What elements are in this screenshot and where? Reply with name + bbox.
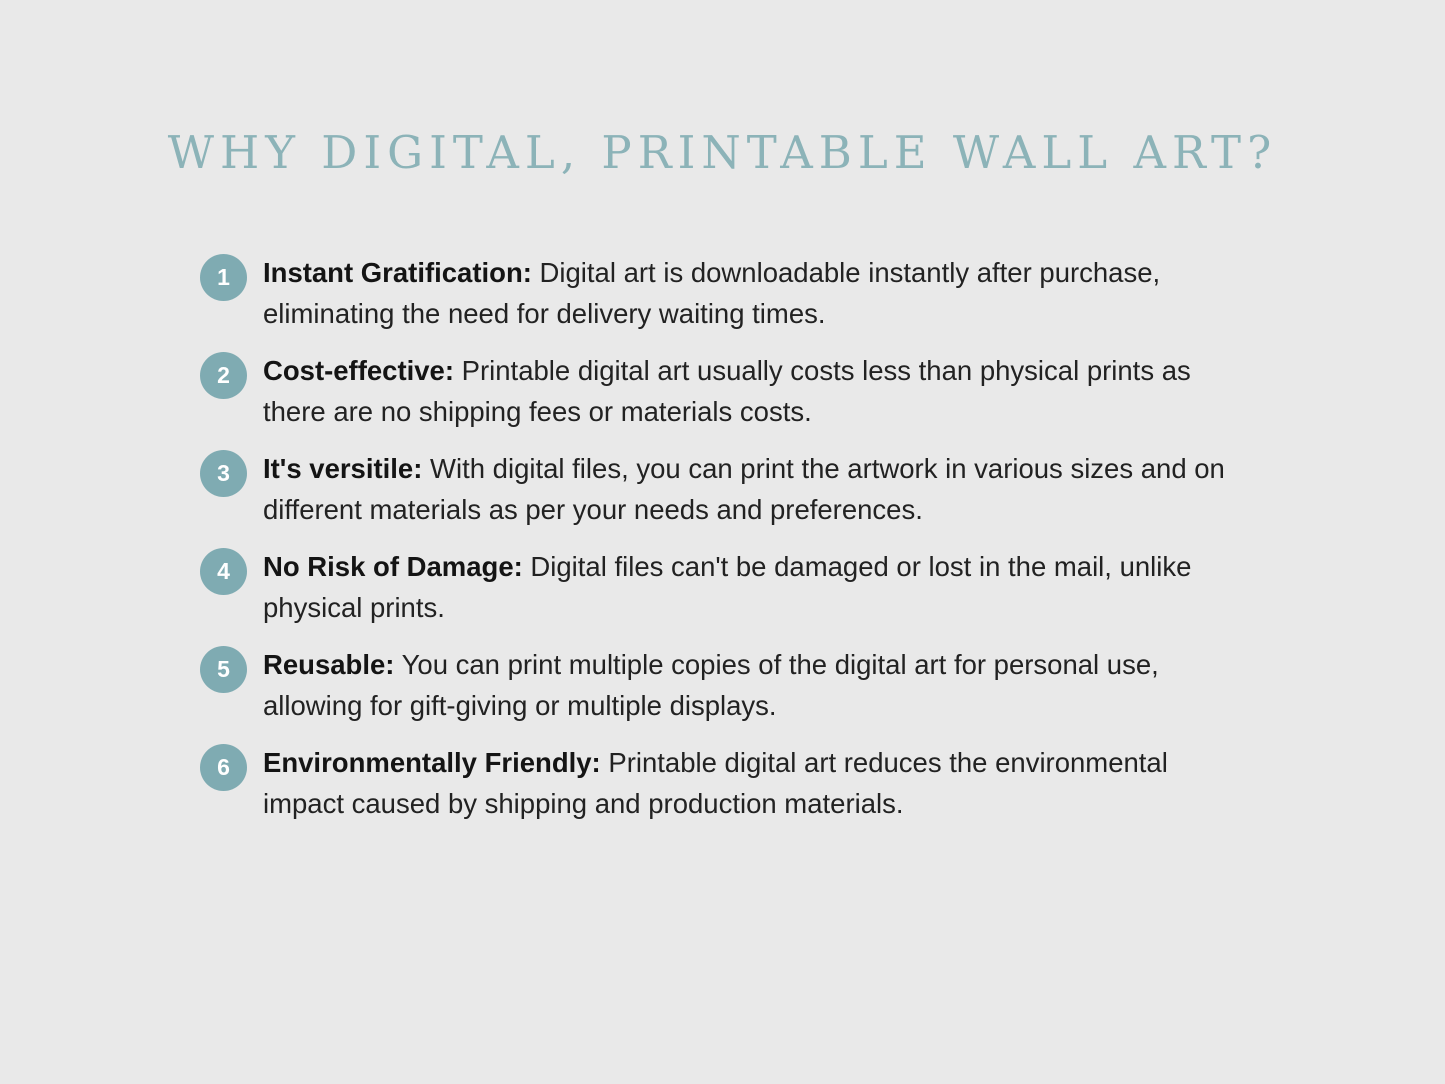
benefits-list — [200, 252, 1260, 840]
list-item-number-badge: 1 — [200, 254, 247, 301]
list-item-lead: Reusable: — [263, 649, 395, 680]
list-item — [200, 448, 1260, 530]
list-item-body: Digital files can't be damaged or lost in the mail, unlike physical prints. — [263, 551, 1192, 623]
list-item-text — [263, 644, 1238, 726]
list-item-body: Printable digital art usually costs less than physical prints as there are no shipping fees or materials costs. — [263, 355, 1191, 427]
list-item-lead: No Risk of Damage: — [263, 551, 523, 582]
list-item-text — [263, 546, 1238, 628]
list-item-body: You can print multiple copies of the digital art for personal use, allowing for gift-giving or multiple displays. — [263, 649, 1159, 721]
list-item-lead: It's versitile: — [263, 453, 423, 484]
list-item-lead: Environmentally Friendly: — [263, 747, 601, 778]
list-item-text — [263, 252, 1238, 334]
page-title: WHY DIGITAL, PRINTABLE WALL ART? — [167, 126, 1278, 179]
list-item-number-badge: 3 — [200, 450, 247, 497]
list-item — [200, 350, 1260, 432]
list-item — [200, 742, 1260, 824]
list-item-number-badge: 6 — [200, 744, 247, 791]
list-item-body: Printable digital art reduces the environmental impact caused by shipping and production materials. — [263, 747, 1168, 819]
list-item — [200, 546, 1260, 628]
list-item-body: With digital files, you can print the artwork in various sizes and on different materials as per your needs and preferences. — [263, 453, 1225, 525]
list-item-text — [263, 742, 1238, 824]
list-item-lead: Instant Gratification: — [263, 257, 532, 288]
list-item-lead: Cost-effective: — [263, 355, 455, 386]
list-item-body: Digital art is downloadable instantly after purchase, eliminating the need for delivery waiting times. — [263, 257, 1161, 329]
list-item — [200, 252, 1260, 334]
list-item — [200, 644, 1260, 726]
list-item-number-badge: 2 — [200, 352, 247, 399]
list-item-text — [263, 448, 1238, 530]
list-item-text — [263, 350, 1238, 432]
list-item-number-badge: 4 — [200, 548, 247, 595]
list-item-number-badge: 5 — [200, 646, 247, 693]
